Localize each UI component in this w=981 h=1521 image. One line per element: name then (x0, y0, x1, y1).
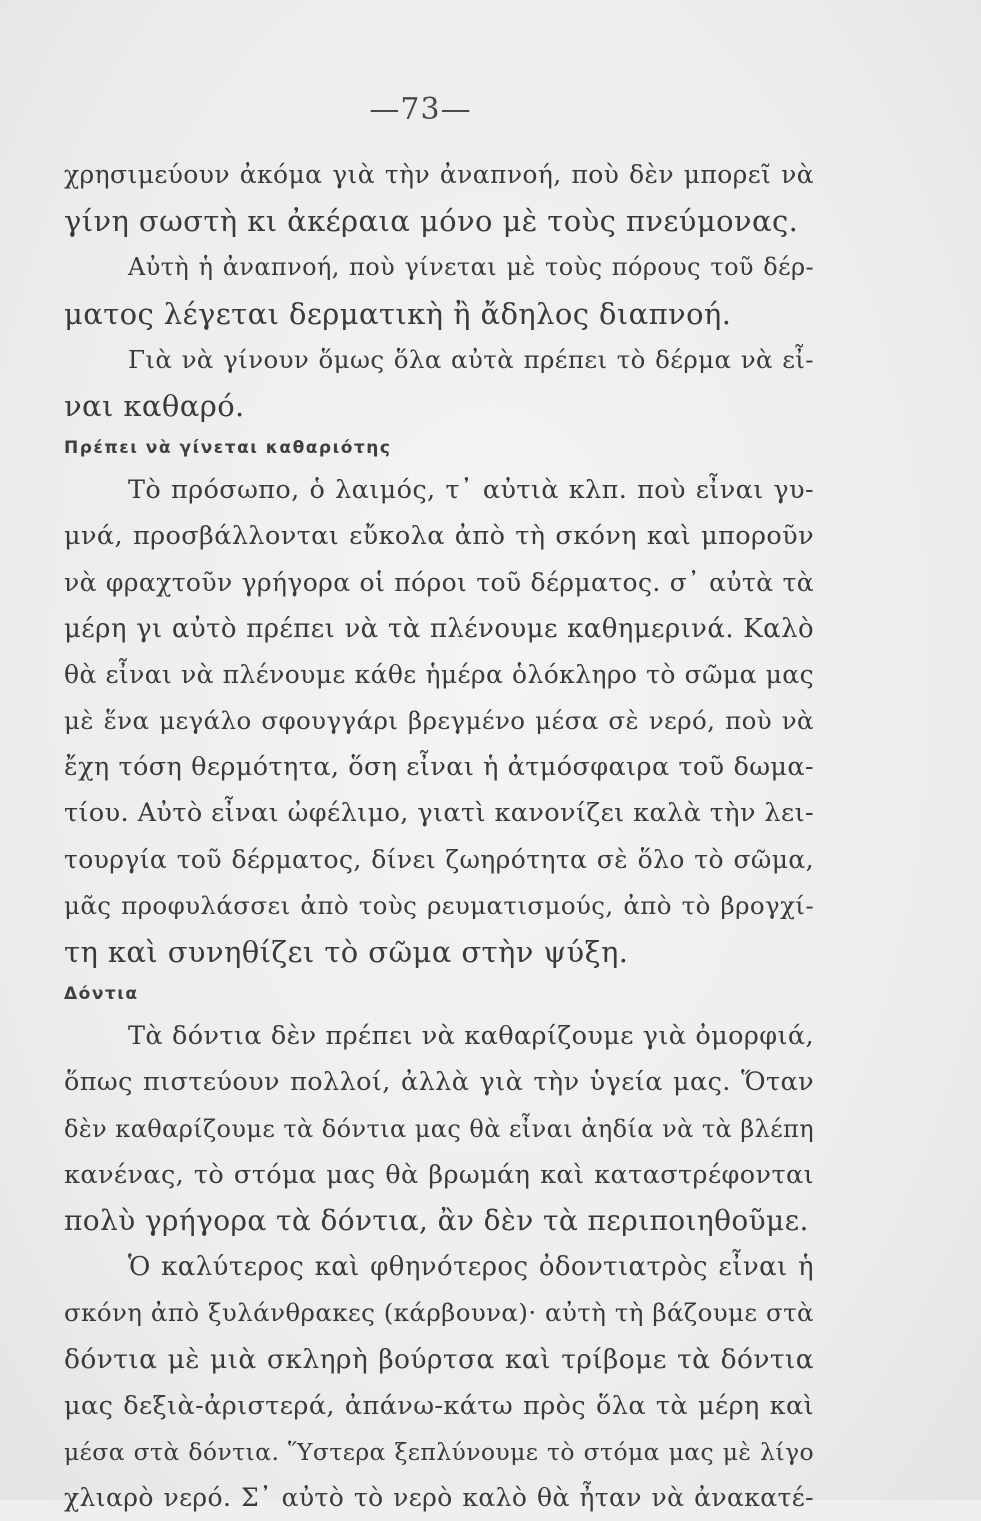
text-line: πολὺ γρήγορα τὰ δόντια, ἂν δὲν τὰ περιποιηθοῦμε. (64, 1203, 809, 1237)
text-line: μὲ ἕνα μεγάλο σφουγγάρι βρεγμένο μέσα σὲ νερό, ποὺ νὰ (64, 706, 814, 736)
page-text-body (64, 152, 814, 1521)
text-line: τίου. Αὐτὸ εἶναι ὠφέλιμο, γιατὶ κανονίζει καλὰ τὴν λει- (64, 798, 814, 829)
text-line: τη καὶ συνηθίζει τὸ σῶμα στὴν ψύξη. (64, 935, 629, 969)
text-line: ναι καθαρό. (64, 388, 245, 423)
text-line: Ὁ καλύτερος καὶ φθηνότερος ὀδοντιατρὸς εἶναι ἡ (128, 1252, 814, 1283)
text-line: Αὐτὴ ἡ ἀναπνοή, ποὺ γίνεται μὲ τοὺς πόρους τοῦ δέρ- (128, 253, 814, 282)
text-line: μᾶς προφυλάσσει ἀπὸ τοὺς ρευματισμούς, ἀπὸ τὸ βρογχί- (64, 890, 814, 920)
text-line: νὰ φραχτοῦν γρήγορα οἱ πόροι τοῦ δέρματος. σ᾿ αὐτὰ τὰ (64, 567, 814, 597)
text-line: δόντια μὲ μιὰ σκληρὴ βούρτσα καὶ τρίβομε τὰ δόντια (64, 1343, 814, 1375)
text-line: Γιὰ νὰ γίνουν ὅμως ὅλα αὐτὰ πρέπει τὸ δέρμα νὰ εἶ- (128, 344, 814, 374)
section-heading: Πρέπει νὰ γίνεται καθαριότης (64, 438, 392, 459)
text-line: κανένας, τὸ στόμα μας θὰ βρωμάη καὶ καταστρέφονται (64, 1159, 814, 1190)
text-line: δὲν καθαρίζουμε τὰ δόντια μας θὰ εἶναι ἀηδία νὰ τὰ βλέπη (64, 1114, 814, 1143)
text-line: μέρη γι αὐτὸ πρέπει νὰ τὰ πλένουμε καθημερινά. Καλὸ (64, 613, 814, 644)
text-line: χρησιμεύουν ἀκόμα γιὰ τὴν ἀναπνοή, ποὺ δὲν μπορεῖ νὰ (64, 160, 814, 189)
text-line: ματος λέγεται δερματικὴ ἢ ἄδηλος διαπνοή. (64, 296, 732, 331)
text-line: μας δεξιὰ-ἀριστερά, ἀπάνω-κάτω πρὸς ὅλα τὰ μέρη καὶ (64, 1390, 814, 1421)
text-line: θὰ εἶναι νὰ πλένουμε κάθε ἡμέρα ὁλόκληρο τὸ σῶμα μας (64, 659, 814, 689)
text-line: γίνη σωστὴ κι ἀκέραια μόνο μὲ τοὺς πνεύμονας. (64, 204, 799, 239)
text-line: μνά, προσβάλλονται εὔκολα ἀπὸ τὴ σκόνη καὶ μποροῦν (64, 521, 814, 552)
text-line: σκόνη ἀπὸ ξυλάνθρακες (κάρβουνα)· αὐτὴ τὴ βάζουμε στὰ (64, 1298, 814, 1328)
text-line: τουργία τοῦ δέρματος, δίνει ζωηρότητα σὲ ὅλο τὸ σῶμα, (64, 844, 814, 874)
text-line: ὅπως πιστεύουν πολλοί, ἀλλὰ γιὰ τὴν ὑγεία μας. Ὅταν (64, 1067, 814, 1098)
text-line: Τὸ πρόσωπο, ὁ λαιμός, τ᾿ αὐτιὰ κλπ. ποὺ εἶναι γυ- (128, 475, 814, 506)
text-line: χλιαρὸ νερό. Σ᾿ αὐτὸ τὸ νερὸ καλὸ θὰ ἦταν νὰ ἀνακατέ- (64, 1483, 814, 1513)
page-number: —73— (369, 92, 472, 127)
text-line: ἔχη τόση θερμότητα, ὅση εἶναι ἡ ἀτμόσφαιρα τοῦ δωμα- (64, 752, 814, 783)
section-heading: Δόντια (64, 984, 139, 1005)
text-line: Τὰ δόντια δὲν πρέπει νὰ καθαρίζουμε γιὰ ὀμορφιά, (128, 1021, 814, 1052)
text-line: μέσα στὰ δόντια. Ὕστερα ξεπλύνουμε τὸ στόμα μας μὲ λίγο (64, 1437, 814, 1466)
